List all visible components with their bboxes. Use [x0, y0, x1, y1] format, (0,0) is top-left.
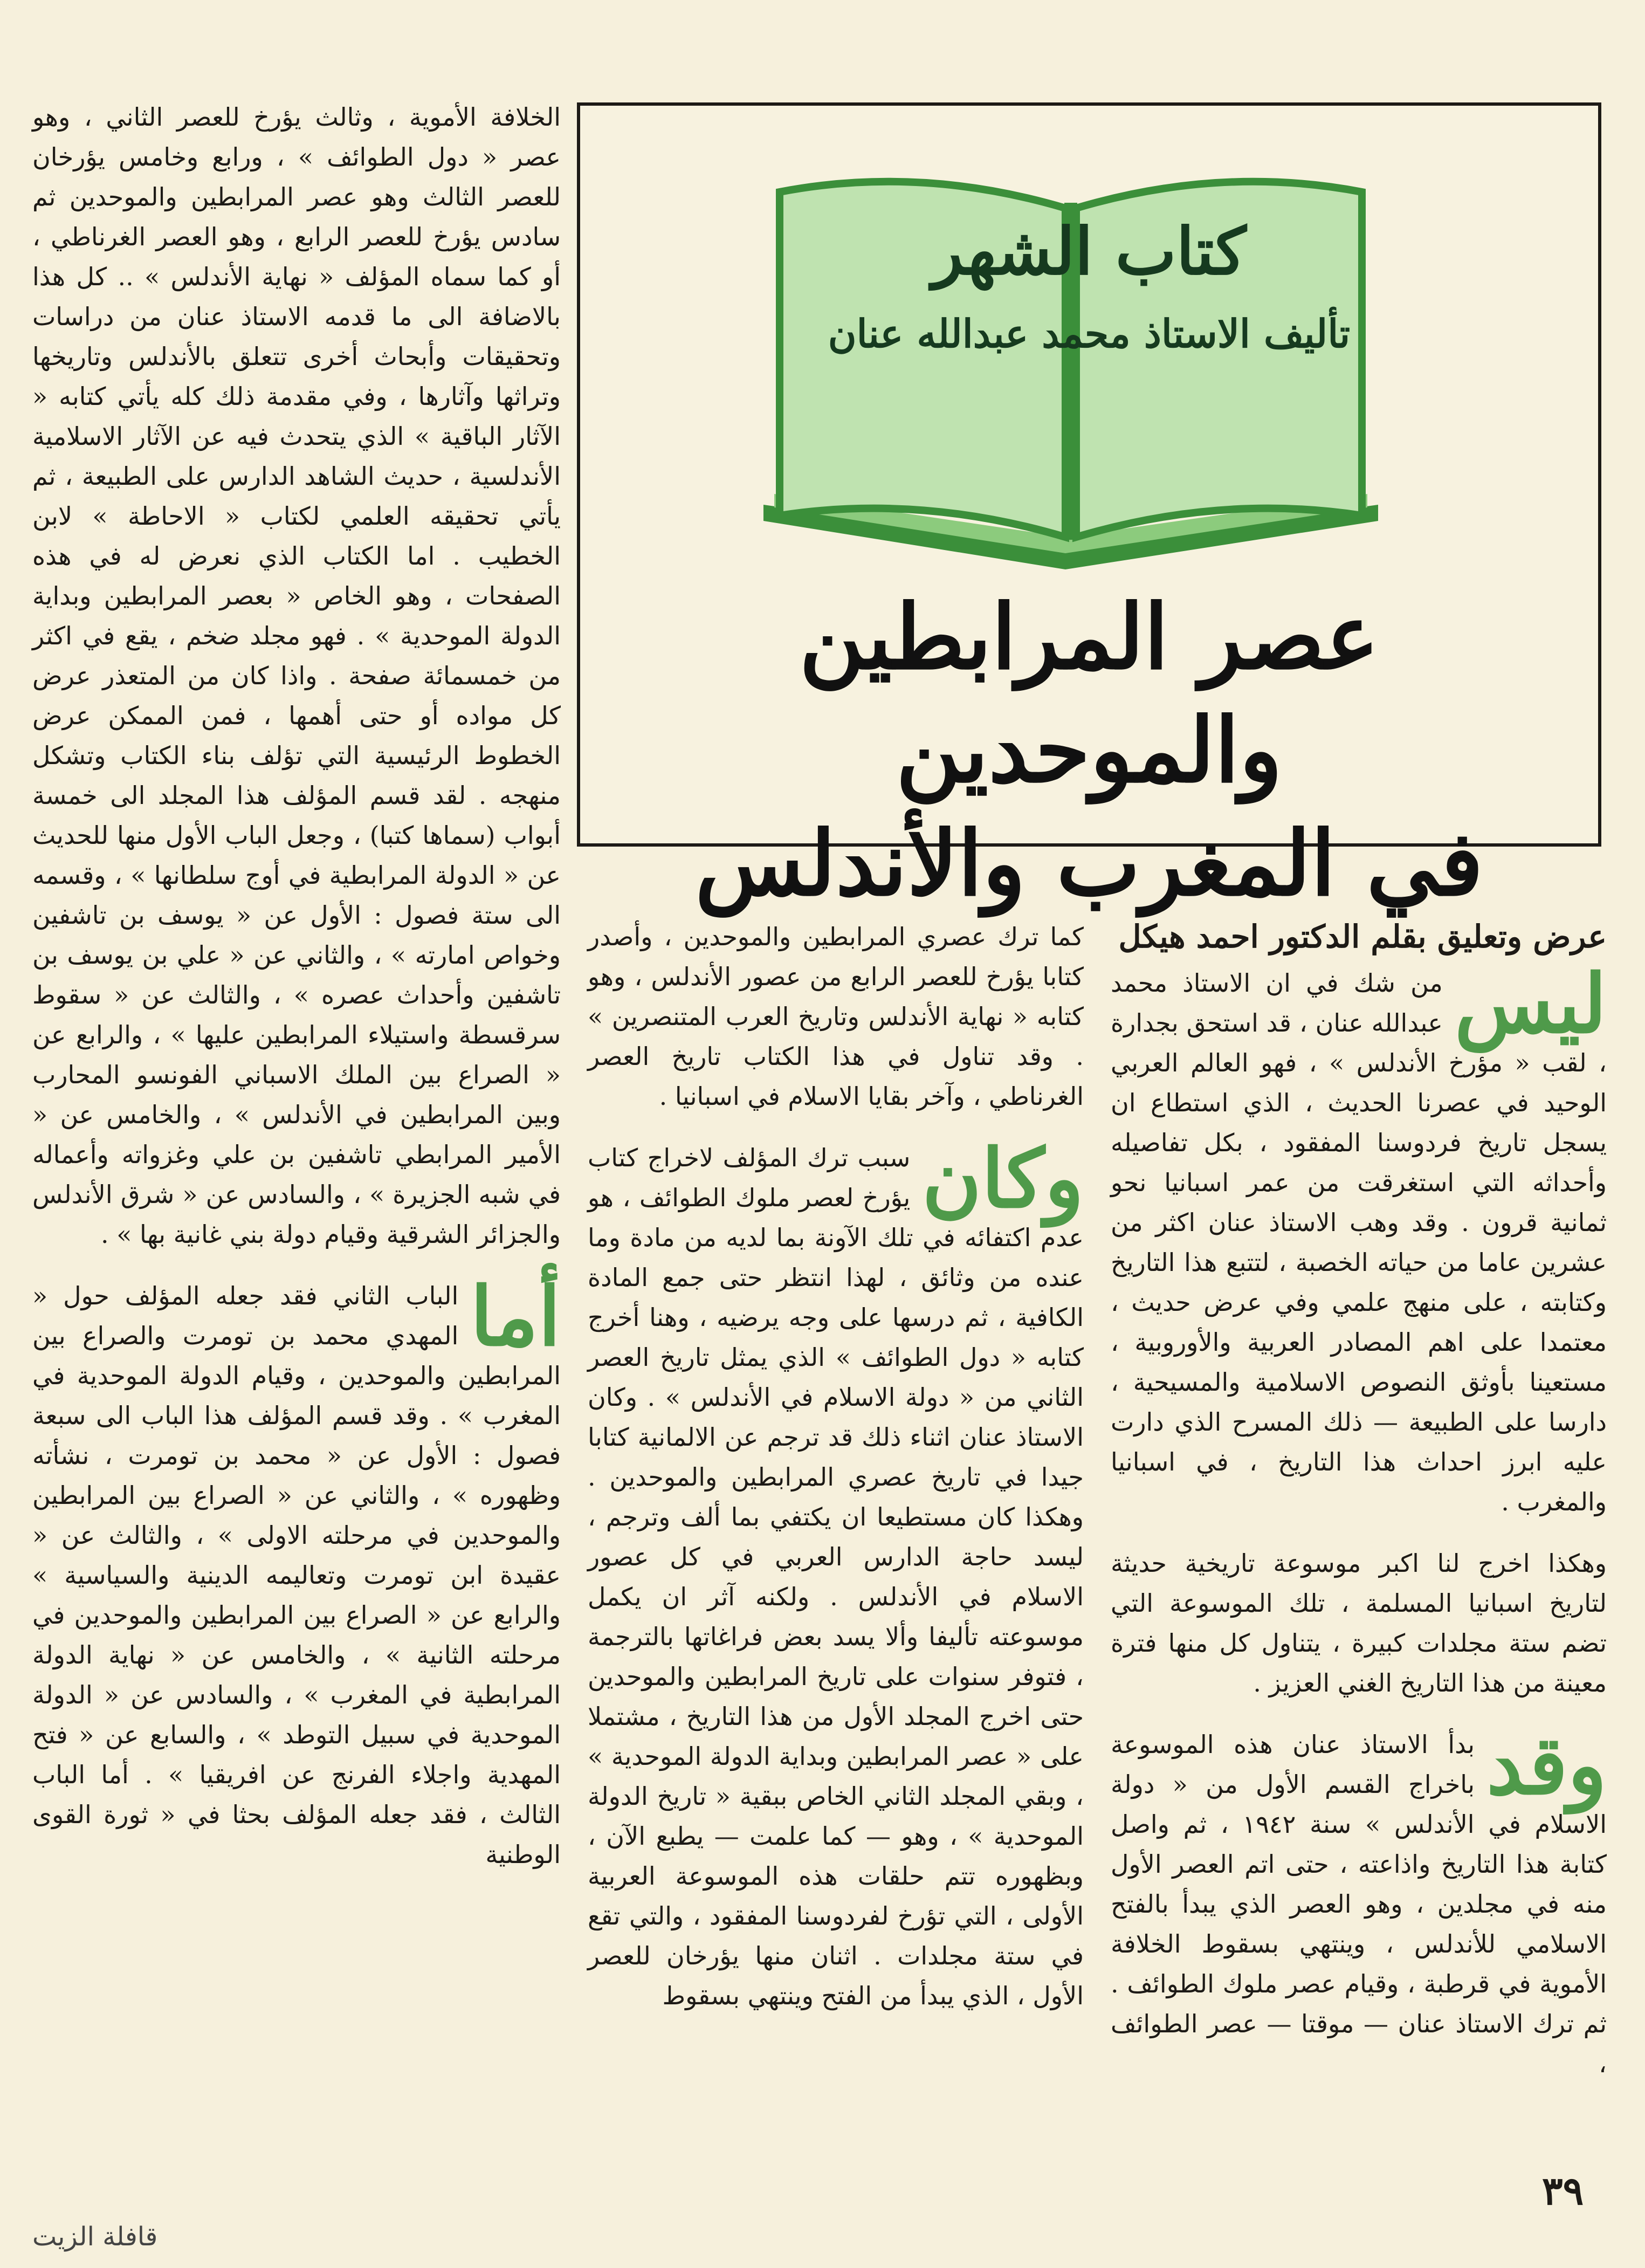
paragraph: الخلافة الأموية ، وثالث يؤرخ للعصر الثاني ، وهو عصر « دول الطوائف » ، ورابع وخامس يؤرخان للعصر الثالث وهو عصر المرابطين والموحدين ثم سادس يؤرخ للعصر الرابع ، وهو العصر الغرناطي ، أو كما سماه المؤلف « نهاية الأندلس » .. كل هذا بالاضافة الى ما قدمه الاستاذ عنان من دراسات وتحقيقات وأبحاث أخرى تتعلق بالأندلس وتاريخها وتراثها وآثارها ، وفي مقدمة ذلك كله يأتي كتابه « الآثار الباقية » الذي يتحدث فيه عن الآثار الاسلامية الأندلسية ، حديث الشاهد الدارس على الطبيعة ، ثم يأتي تحقيقه العلمي لكتاب « الاحاطة » لابن الخطيب . اما الكتاب الذي نعرض له في هذه الصفحات ، وهو الخاص « بعصر المرابطين وبداية الدولة الموحدية » . فهو مجلد ضخم ، يقع في اكثر من خمسمائة صفحة . واذا كان من المتعذر عرض كل مواده أو حتى أهمها ، فمن الممكن عرض الخطوط الرئيسية التي تؤلف بناء الكتاب وتشكل منهجه . لقد قسم المؤلف هذا المجلد الى خمسة أبواب (سماها كتبا) ، وجعل الباب الأول منها للحديث عن « الدولة المرابطية في أوج سلطانها » ، وقسمه الى ستة فصول : الأول عن « يوسف بن تاشفين وخواص امارته » ، والثاني عن « علي بن يوسف بن تاشفين وأحداث عصره » ، والثالث عن « سقوط سرقسطة واستيلاء المرابطين عليها » ، والرابع عن « الصراع بين الملك الاسباني الفونسو المحارب وبين المرابطين في الأندلس » ، والخامس عن « الأمير المرابطي تاشفين بن علي وغزواته وأعماله في شبه الجزيرة » ، والسادس عن « شرق الأندلس والجزائر الشرقية وقيام دولة بني غانية بها » .	[32, 102, 561, 1249]
paragraph: الباب الثاني فقد جعله المؤلف حول « المهدي محمد بن تومرت والصراع بين المرابطين والموحدين ، وقيام الدولة الموحدية في المغرب » . وقد قسم المؤلف هذا الباب الى سبعة فصول : الأول عن « محمد بن تومرت ، نشأته وظهوره » ، والثاني عن « الصراع بين المرابطين والموحدين في مرحلته الاولى » ، والثالث عن « عقيدة ابن تومرت وتعاليمه الدينية والسياسية » والرابع عن « الصراع بين المرابطين والموحدين في مرحلته الثانية » ، والخامس عن « نهاية الدولة المرابطية في المغرب » ، والسادس عن « الدولة الموحدية في سبيل التوطد » ، والسابع عن « فتح المهدية واجلاء الفرنج عن افريقيا » . أما الباب الثالث ، فقد جعله المؤلف بحثا في « ثورة القوى الوطنية	[32, 1281, 561, 1869]
book-author: تأليف الاستاذ محمد عبدالله عنان	[828, 311, 1351, 356]
middle-column	[588, 917, 1084, 2016]
drop-word-3: وكان	[922, 1131, 1084, 1226]
book-of-month-banner	[577, 102, 1601, 916]
magazine-name: قافلة الزيت	[32, 2222, 158, 2252]
paragraph: سبب ترك المؤلف لاخراج كتاب يؤرخ لعصر ملوك الطوائف ، هو عدم اكتفائه في تلك الآونة بما لديه من مادة وما عنده من وثائق ، لهذا انتظر حتى جمع المادة الكافية ، ثم درسها على وجه يرضيه ، وهنا أخرج كتابه « دول الطوائف » الذي يمثل تاريخ العصر الثاني من « دولة الاسلام في الأندلس » . وكان الاستاذ عنان اثناء ذلك قد ترجم عن الالمانية كتابا جيدا في تاريخ عصري المرابطين والموحدين . وهكذا كان مستطيعا ان يكتفي بما ألف وترجم ، ليسد حاجة الدارس العربي في كل عصور الاسلام في الأندلس . ولكنه آثر ان يكمل موسوعته تأليفا وألا يسد بعض فراغاتها بالترجمة ، فتوفر سنوات على تاريخ المرابطين والموحدين حتى اخرج المجلد الأول من هذا التاريخ ، مشتملا على « عصر المرابطين وبداية الدولة الموحدية » ، وبقي المجلد الثاني الخاص ببقية « تاريخ الدولة الموحدية » ، وهو — كما علمت — يطبع الآن ، وبظهوره تتم حلقات هذه الموسوعة العربية الأولى ، التي تؤرخ لفردوسنا المفقود ، والتي تقع في ستة مجلدات . اثنان منها يؤرخان للعصر الأول ، الذي يبدأ من الفتح وينتهي بسقوط	[588, 1143, 1084, 2010]
headline-line-2: في المغرب والأندلس	[695, 811, 1483, 916]
page-number: ٣٩	[1542, 2168, 1584, 2214]
drop-word-1: ليس	[1454, 957, 1607, 1051]
byline: عرض وتعليق بقلم الدكتور احمد هيكل	[1118, 918, 1607, 955]
drop-word-4: أما	[470, 1269, 561, 1364]
book-title: كتاب الشهر	[932, 214, 1247, 290]
right-column	[1111, 917, 1607, 2084]
headline-line-1: عصر المرابطين والموحدين	[799, 585, 1379, 802]
paragraph: كما ترك عصري المرابطين والموحدين ، وأصدر كتابا يؤرخ للعصر الرابع من عصور الأندلس ، وهو كتابه « نهاية الأندلس وتاريخ العرب المتنصرين » . وقد تناول في هذا الكتاب تاريخ العصر الغرناطي ، وآخر بقايا الاسلام في اسبانيا .	[588, 922, 1084, 1111]
paragraph: بدأ الاستاذ عنان هذه الموسوعة باخراج القسم الأول من « دولة الاسلام في الأندلس » سنة ١٩٤٢ ، ثم واصل كتابة هذا التاريخ واذاعته ، حتى اتم العصر الأول منه في مجلدين ، وهو العصر الذي يبدأ بالفتح الاسلامي للأندلس ، وينتهي بسقوط الخلافة الأموية في قرطبة ، وقيام عصر ملوك الطوائف . ثم ترك الاستاذ عنان — موقتا — عصر الطوائف ،	[1111, 1730, 1607, 2078]
left-column	[32, 97, 561, 1874]
paragraph: من شك في ان الاستاذ محمد عبدالله عنان ، قد استحق بجدارة ، لقب « مؤرخ الأندلس » ، فهو العالم العربي الوحيد في عصرنا الحديث ، الذي استطاع ان يسجل تاريخ فردوسنا المفقود ، بكل تفاصيله وأحداثه التي استغرقت من عمر اسبانيا نحو ثمانية قرون . وقد وهب الاستاذ عنان اكثر من عشرين عاما من حياته الخصبة ، لتتبع هذا التاريخ وكتابته ، على منهج علمي وفي عرض حديث ، معتمدا على اهم المصادر العربية والأوروبية ، مستعينا بأوثق النصوص الاسلامية والمسيحية ، دارسا على الطبيعة — ذلك المسرح الذي دارت عليه ابرز احداث هذا التاريخ ، في اسبانيا والمغرب .	[1111, 968, 1607, 1516]
article-headline	[612, 580, 1566, 920]
paragraph: وهكذا اخرج لنا اكبر موسوعة تاريخية حديثة لتاريخ اسبانيا المسلمة ، تلك الموسوعة التي تضم ستة مجلدات كبيرة ، يتناول كل منها فترة معينة من هذا التاريخ الغني العزيز .	[1111, 1549, 1607, 1697]
drop-word-2: وقد	[1486, 1718, 1607, 1813]
